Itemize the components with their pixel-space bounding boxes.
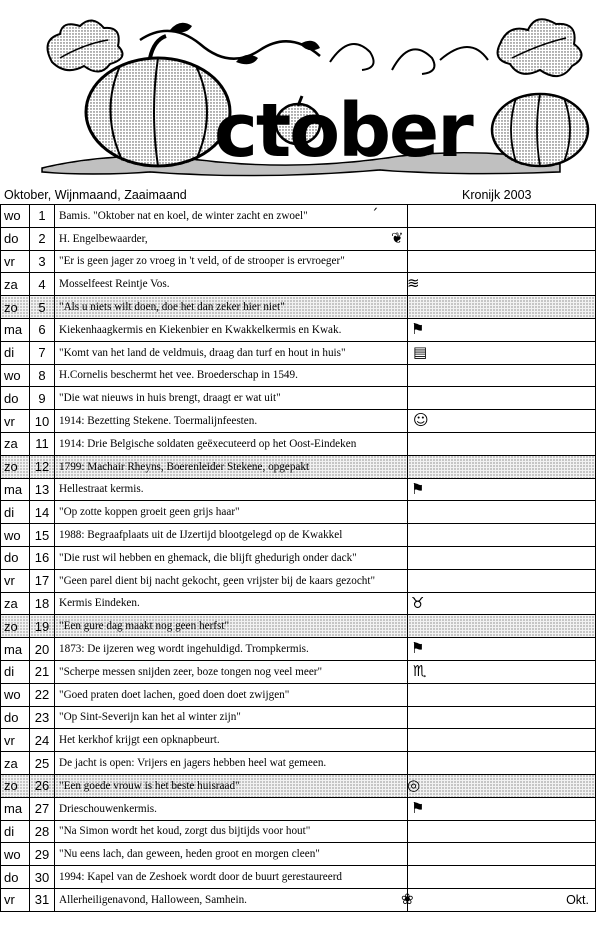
day-number-cell: 18 (30, 592, 55, 615)
calendar-row (1, 866, 596, 889)
calendar-row (1, 273, 596, 296)
event-text: Het kerkhof krijgt een opknapbeurt. (59, 734, 220, 747)
notes-cell (408, 752, 596, 775)
event-text-cell (55, 410, 429, 433)
event-text-cell (55, 318, 425, 341)
event-text-cell (55, 683, 408, 706)
day-number-cell: 22 (30, 683, 55, 706)
event-text: 1914: Drie Belgische soldaten geëxecuteerd op het Oost-Eindeken (59, 437, 357, 450)
event-text-cell (55, 752, 408, 775)
calendar-row (1, 410, 596, 433)
banner-word: ctober (214, 88, 472, 174)
event-text-cell (55, 227, 408, 250)
notes-cell (408, 660, 596, 683)
day-number-cell: 31 (30, 888, 55, 911)
weekday-cell: di (1, 660, 30, 683)
notes-cell (408, 706, 596, 729)
october-banner (0, 0, 596, 184)
day-number-cell: 7 (30, 341, 55, 364)
weekday-cell: do (1, 387, 30, 410)
event-text: 1799: Machair Rheyns, Boerenleider Stekene, opgepakt (59, 460, 310, 473)
event-text-cell (55, 501, 408, 524)
event-text-cell (55, 250, 408, 273)
weekday-cell: ma (1, 638, 30, 661)
calendar-row (1, 729, 596, 752)
day-number-cell: 21 (30, 660, 55, 683)
day-number-cell: 30 (30, 866, 55, 889)
weekday-cell: do (1, 706, 30, 729)
event-text: 1914: Bezetting Stekene. Toermalijnfeesten. (59, 415, 258, 428)
weekday-cell: do (1, 866, 30, 889)
event-text: Kermis Eindeken. (59, 597, 140, 610)
event-text-cell (55, 592, 425, 615)
feather-icon: ❦ (391, 228, 404, 247)
calendar-row (1, 569, 596, 592)
event-text: "Komt van het land de veldmuis, draag dan turf en hout in huis" (59, 346, 346, 359)
notes-cell (408, 797, 596, 820)
calendar-row (1, 296, 596, 319)
event-text-cell (55, 455, 408, 478)
day-number-cell: 20 (30, 638, 55, 661)
event-text-cell (55, 546, 408, 569)
calendar-row (1, 387, 596, 410)
event-text: Kiekenhaagkermis en Kiekenbier en Kwakkelkermis en Kwak. (59, 323, 342, 336)
calendar-row (1, 455, 596, 478)
day-number-cell: 9 (30, 387, 55, 410)
calendar-row (1, 227, 596, 250)
day-number-cell: 5 (30, 296, 55, 319)
notes-cell (408, 569, 596, 592)
event-text-cell (55, 843, 408, 866)
notes-cell (408, 364, 596, 387)
page-header (0, 186, 596, 204)
notes-cell (408, 410, 596, 433)
event-text-cell (55, 638, 425, 661)
event-text: "Er is geen jager zo vroeg in 't veld, of de strooper is ervroeger" (59, 255, 345, 268)
notes-cell (408, 501, 596, 524)
event-text-cell (55, 569, 408, 592)
flag-icon: ⚑ (411, 319, 425, 338)
weekday-cell: zo (1, 296, 30, 319)
notes-cell (408, 432, 596, 455)
weekday-cell: ma (1, 318, 30, 341)
event-text-cell (55, 205, 408, 228)
event-text: "Goed praten doet lachen, goed doen doet zwijgen" (59, 688, 290, 701)
event-text-cell (55, 432, 408, 455)
notes-cell (408, 227, 596, 250)
weekday-cell: vr (1, 410, 30, 433)
calendar-row (1, 660, 596, 683)
weekday-cell: za (1, 432, 30, 455)
event-text: 1994: Kapel van de Zeshoek wordt door de buurt gerestaureerd (59, 871, 343, 883)
weekday-cell: wo (1, 364, 30, 387)
weekday-cell: zo (1, 455, 30, 478)
event-text: Allerheiligenavond, Halloween, Samhein. (59, 893, 247, 906)
notes-cell (408, 866, 596, 889)
day-number-cell: 28 (30, 820, 55, 843)
event-text: 1873: De ijzeren weg wordt ingehuldigd. Trompkermis. (59, 643, 309, 656)
day-number-cell: 1 (30, 205, 55, 228)
weekday-cell: za (1, 273, 30, 296)
notes-cell (408, 546, 596, 569)
flag-icon: ⚑ (411, 639, 425, 658)
event-text: Hellestraat kermis. (59, 483, 144, 496)
grapes-icon: ❀ (401, 889, 414, 908)
calendar-row (1, 478, 596, 501)
notes-cell (408, 387, 596, 410)
weekday-cell: vr (1, 729, 30, 752)
calendar-row (1, 638, 596, 661)
event-text: "Die rust wil hebben en ghemack, die blijft ghedurigh onder dack" (59, 551, 357, 564)
event-text: "Die wat nieuws in huis brengt, draagt er wat uit" (59, 392, 281, 405)
weekday-cell: wo (1, 524, 30, 547)
calendar-row (1, 364, 596, 387)
event-text-cell (55, 820, 408, 843)
weekday-cell: wo (1, 683, 30, 706)
calendar-row (1, 432, 596, 455)
event-text-cell (55, 615, 408, 638)
calendar-row (1, 843, 596, 866)
weekday-cell: zo (1, 615, 30, 638)
event-text-cell (55, 364, 408, 387)
day-number-cell: 19 (30, 615, 55, 638)
notes-cell (408, 638, 596, 661)
weekday-cell: vr (1, 888, 30, 911)
notes-cell (408, 592, 596, 615)
flag-icon: ⚑ (411, 798, 425, 817)
day-number-cell: 29 (30, 843, 55, 866)
calendar-row (1, 706, 596, 729)
calendar-row (1, 797, 596, 820)
smiley-icon: ☺ (413, 411, 429, 430)
calendar-row (1, 318, 596, 341)
flag-icon: ⚑ (411, 479, 425, 498)
weekday-cell: za (1, 752, 30, 775)
event-text: "Op zotte koppen groeit geen grijs haar" (59, 506, 240, 519)
calendar-row (1, 592, 596, 615)
calendar-row (1, 888, 596, 911)
weekday-cell: do (1, 227, 30, 250)
calendar-row (1, 546, 596, 569)
notes-cell (408, 205, 596, 228)
event-text-cell (55, 524, 408, 547)
day-number-cell: 16 (30, 546, 55, 569)
event-text: "Een goede vrouw is het beste huisraad" (59, 779, 240, 792)
event-text-cell (55, 387, 408, 410)
day-number-cell: 2 (30, 227, 55, 250)
notes-cell (408, 341, 596, 364)
event-text: "Een gure dag maakt nog geen herfst" (59, 620, 230, 633)
notes-cell (408, 455, 596, 478)
notes-cell (408, 774, 596, 797)
calendar-table (0, 204, 596, 912)
notes-cell: Okt. (408, 888, 596, 911)
event-text: Drieschouwenkermis. (59, 802, 157, 815)
day-number-cell: 11 (30, 432, 55, 455)
notes-cell (408, 683, 596, 706)
calendar-row (1, 683, 596, 706)
event-text: "Op Sint-Severijn kan het al winter zijn" (59, 711, 241, 724)
day-number-cell: 12 (30, 455, 55, 478)
shell-icon: ≋ (407, 274, 420, 293)
day-number-cell: 17 (30, 569, 55, 592)
calendar-row (1, 501, 596, 524)
dot-icon: ´ (371, 206, 379, 224)
weekday-cell: di (1, 820, 30, 843)
calendar-row (1, 205, 596, 228)
event-text: De jacht is open: Vrijers en jagers hebben heel wat gemeen. (59, 757, 327, 770)
day-number-cell: 26 (30, 774, 55, 797)
event-text: H. Engelbewaarder, (59, 232, 148, 245)
calendar-row (1, 524, 596, 547)
month-names: Oktober, Wijnmaand, Zaaimaand (4, 188, 187, 202)
event-text-cell (55, 774, 421, 797)
day-number-cell: 10 (30, 410, 55, 433)
document-icon: ▤ (413, 342, 428, 361)
notes-cell (408, 820, 596, 843)
notes-cell (408, 318, 596, 341)
notes-cell (408, 524, 596, 547)
notes-cell (408, 478, 596, 501)
event-text: "Nu eens lach, dan geween, heden groot en morgen cleen" (59, 848, 320, 861)
event-text-cell (55, 797, 425, 820)
eye-icon: ◎ (407, 775, 421, 794)
notes-cell (408, 296, 596, 319)
day-number-cell: 23 (30, 706, 55, 729)
calendar-row (1, 774, 596, 797)
weekday-cell: do (1, 546, 30, 569)
event-text: 1988: Begraafplaats uit de IJzertijd blootgelegd op de Kwakkel (59, 529, 343, 542)
day-number-cell: 4 (30, 273, 55, 296)
day-number-cell: 24 (30, 729, 55, 752)
notes-cell (408, 729, 596, 752)
event-text: H.Cornelis beschermt het vee. Broederschap in 1549. (59, 369, 298, 382)
event-text-cell (55, 273, 420, 296)
day-number-cell: 27 (30, 797, 55, 820)
day-number-cell: 13 (30, 478, 55, 501)
weekday-cell: zo (1, 774, 30, 797)
weekday-cell: di (1, 341, 30, 364)
event-text-cell (55, 296, 408, 319)
notes-cell (408, 273, 596, 296)
event-text-cell (55, 888, 414, 911)
event-text-cell (55, 341, 428, 364)
calendar-row (1, 250, 596, 273)
chronicle-year: Kronijk 2003 (462, 188, 532, 202)
calendar-row (1, 820, 596, 843)
day-number-cell: 15 (30, 524, 55, 547)
weekday-cell: vr (1, 250, 30, 273)
day-number-cell: 14 (30, 501, 55, 524)
taurus-icon: ♉ (411, 593, 425, 612)
day-number-cell: 3 (30, 250, 55, 273)
weekday-cell: ma (1, 478, 30, 501)
scorpio-icon: ♏ (413, 661, 427, 680)
weekday-cell: wo (1, 205, 30, 228)
calendar-row (1, 341, 596, 364)
weekday-cell: di (1, 501, 30, 524)
event-text-cell (55, 478, 425, 501)
day-number-cell: 8 (30, 364, 55, 387)
notes-cell (408, 250, 596, 273)
event-text: "Als u niets wilt doen, doe het dan zeker hier niet" (59, 301, 285, 314)
day-number-cell: 6 (30, 318, 55, 341)
event-text-cell (55, 706, 408, 729)
calendar-row (1, 752, 596, 775)
event-text: "Geen parel dient bij nacht gekocht, geen vrijster bij de kaars gezocht" (59, 574, 376, 587)
event-text: Mosselfeest Reintje Vos. (59, 278, 170, 291)
notes-cell (408, 615, 596, 638)
event-text-cell (55, 866, 408, 889)
weekday-cell: wo (1, 843, 30, 866)
weekday-cell: za (1, 592, 30, 615)
pumpkin-vine-o-icon (0, 0, 596, 184)
event-text: Bamis. "Oktober nat en koel, de winter zacht en zwoel" (59, 209, 308, 222)
notes-cell (408, 843, 596, 866)
event-text-cell (55, 729, 408, 752)
event-text: "Scherpe messen snijden zeer, boze tongen nog veel meer" (59, 665, 323, 678)
event-text: "Na Simon wordt het koud, zorgt dus bijtijds voor hout" (59, 825, 311, 838)
calendar-row (1, 615, 596, 638)
event-text-cell (55, 660, 427, 683)
weekday-cell: vr (1, 569, 30, 592)
day-number-cell: 25 (30, 752, 55, 775)
weekday-cell: ma (1, 797, 30, 820)
